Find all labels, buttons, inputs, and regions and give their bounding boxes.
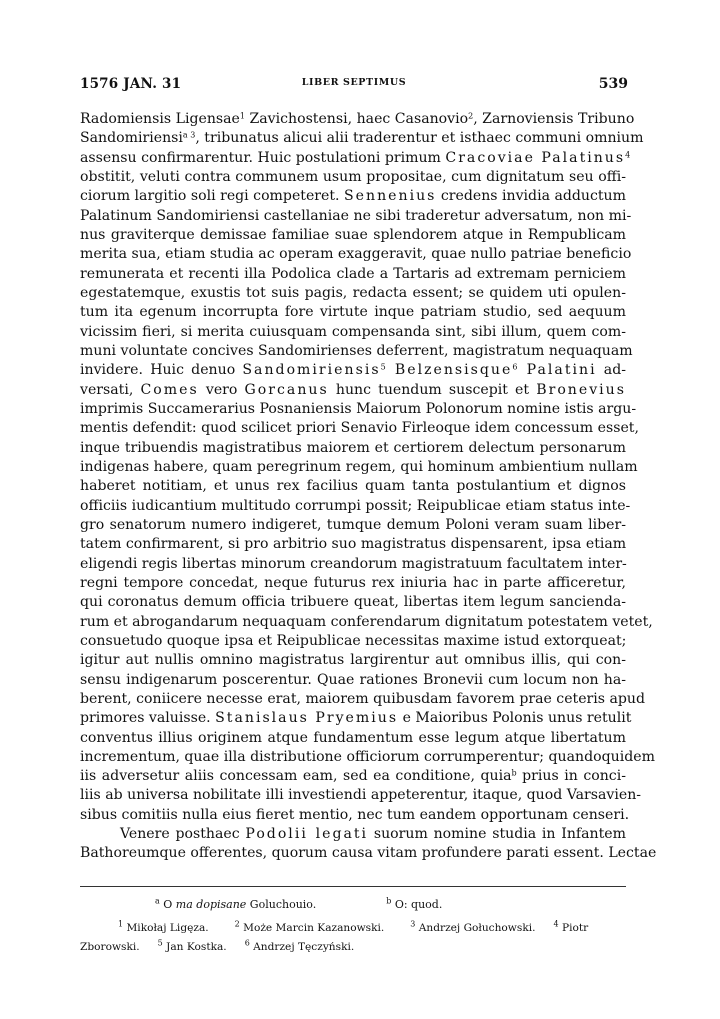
spaced-name: Bronevius <box>536 381 626 398</box>
footnote-ref: b <box>511 768 517 778</box>
page-number: 539 <box>598 76 628 92</box>
text-run: ciorum largitio soli regi competeret. <box>80 188 344 205</box>
text-line: officiis iudicantium multitudo corrumpi possit; Reipublicae etiam status inte- <box>80 497 631 514</box>
text-line: igitur aut nullis omnino magistratus largirentur aut omnibus illis, qui con- <box>80 652 626 669</box>
text-line: merita sua, etiam studia ac operam exaggeravit, quae nullo patriae beneficio <box>80 246 632 263</box>
text-line: sibus comitiis nulla eius fieret mentio, nec tum eandem opportunam censeri. <box>80 806 630 823</box>
footnote-text: Piotr <box>558 922 589 934</box>
text-line <box>80 825 626 844</box>
text-run: vero <box>198 381 245 398</box>
footnote-ref: 1 <box>239 111 245 121</box>
text-line: tum ita egenum incorrupta fore virtute inque patriam studio, sed aequum <box>80 304 626 321</box>
text-line <box>80 187 626 206</box>
footnote-text: O <box>159 898 176 911</box>
text-run: prius in conci- <box>516 768 626 785</box>
text-line: rum et abrogandarum nequaquam conferendarum dignitatum potestatem vetet, <box>80 613 653 630</box>
footnote-ref: a 3 <box>182 130 196 140</box>
text-run: , tribunatus alicui alii traderentur et isthaec communi omnium <box>195 130 644 147</box>
text-line: liis ab universa nobilitate illi investiendi appeterentur, itaque, quod Varsavien- <box>80 787 642 804</box>
text-line <box>80 767 626 786</box>
text-line: gro senatorum numero indigeret, tumque demum Poloni veram suam liber- <box>80 516 626 533</box>
commentary-footnotes <box>80 919 628 957</box>
spaced-name: Sennenius <box>344 188 437 205</box>
text-run: Radomiensis Ligensae <box>80 111 240 127</box>
text-line: muni voluntate concives Sandomirienses deferrent, magistratum nequaquam <box>80 342 633 359</box>
footnote-ref: 5 <box>380 362 386 372</box>
text-run: assensu confirmarentur. Huic postulationi primum <box>80 149 446 166</box>
footnote-mark: 3 <box>410 919 416 929</box>
text-line: Bathoreumque offerentes, quorum causa vitam profundere parati essent. Lectae <box>80 845 657 862</box>
spaced-name: Cracoviae Palatinus <box>445 149 626 166</box>
text-run: versati, <box>80 381 141 398</box>
footnote-text: Zborowski. <box>80 941 140 953</box>
header-date: 1576 JAN. 31 <box>80 76 182 92</box>
spaced-name: Sandomiriensis <box>242 362 381 379</box>
footnote-line <box>80 938 628 957</box>
text-line: haberet notitiam, et unus rex facilius quam tanta postulantium et dignos <box>80 478 626 495</box>
text-line: berent, coniicere necesse erat, maiorem quibusdam favorem prae ceteris apud <box>80 690 646 707</box>
footnote-mark: 1 <box>118 919 124 929</box>
text-run: primores valuisse. <box>80 710 216 727</box>
text-run: credens invidia adductum <box>436 188 626 205</box>
text-line: eligendi regis libertas minorum creandorum magistratuum facultatem inter- <box>80 555 627 572</box>
footnote-ref: 4 <box>625 150 631 160</box>
text-line: nus graviterque demissae familiae suae splendorem atque in Rempublicam <box>80 226 626 243</box>
spaced-name: Gorcanus <box>244 381 329 398</box>
text-run: , Zarnoviensis Tribuno <box>473 111 635 127</box>
text-run: Zavichostensi, haec Casanovio <box>244 111 469 127</box>
text-line: obstitit, veluti contra communem usum propositae, cum dignitatum seu offi- <box>80 168 626 185</box>
text-line: incrementum, quae illa distributione officiorum corrumperentur; quandoquidem <box>80 748 655 765</box>
footnote-text: Andrzej Tęczyński. <box>249 941 355 953</box>
main-text <box>80 110 657 864</box>
footnote-text: ma dopisane <box>175 898 247 911</box>
text-run: suorum nomine studia in Infantem <box>368 826 626 843</box>
running-header <box>80 76 628 100</box>
text-run: e Maioribus Polonis unus retulit <box>398 710 632 727</box>
footnote-mark: 2 <box>234 919 240 929</box>
text-line: imprimis Succamerarius Posnaniensis Maiorum Polonorum nomine istis argu- <box>80 400 637 417</box>
textual-footnotes <box>155 898 535 911</box>
footnote-text: Mikołaj Ligęza. <box>123 922 209 934</box>
text-line: mentis defendit: quod scilicet priori Senavio Firleoque idem concessum esset, <box>80 420 639 437</box>
footnote-ref: 2 <box>468 111 474 121</box>
text-line <box>80 149 631 168</box>
text-line: qui coronatus demum officia tribuere queat, libertas item legum sancienda- <box>80 594 626 611</box>
text-run: iis adversetur aliis concessam eam, sed ea conditione, quia <box>80 768 512 785</box>
text-line <box>80 381 626 400</box>
footnote-text: Goluchouio. <box>246 898 317 911</box>
text-run: invidere. Huic denuo <box>80 362 243 379</box>
footnote-mark: 5 <box>157 938 163 948</box>
spaced-name: Comes <box>140 381 199 398</box>
text-line: consuetudo quoque ipsa et Reipublicae necessitas maxime istud extorqueat; <box>80 632 627 649</box>
text-run: ad- <box>596 362 626 379</box>
text-line: tatem confirmarent, si pro arbitrio suo magistratus dispensarent, ipsa etiam <box>80 536 627 553</box>
footnote-text: Może Marcin Kazanowski. <box>239 922 385 934</box>
text-line: sensu indigenarum poscerentur. Quae rationes Bronevii cum locum non ha- <box>80 671 626 688</box>
text-line: Palatinum Sandomiriensi castellaniae ne sibi traderetur adversatum, non mi- <box>80 207 632 224</box>
spaced-name: Palatini <box>517 362 597 379</box>
text-line: regni tempore concedat, neque futurus rex iniuria hac in parte afficeretur, <box>80 574 626 591</box>
footnote-mark: b <box>386 896 392 906</box>
footnote-text: Jan Kostka. <box>162 941 227 953</box>
spaced-name: Stanislaus Pryemius <box>215 710 399 727</box>
text-line: egestatemque, exustis tot suis pagis, redacta essent; se quidem uti opulen- <box>80 284 626 301</box>
text-run: hunc tuendum suscepit et <box>328 381 537 398</box>
text-line: conventus illius originem atque fundamentum esse legum atque libertatum <box>80 729 626 746</box>
footnote-ref: 6 <box>512 362 518 372</box>
footnote-text: O: quod. <box>391 898 443 911</box>
footnote-divider <box>80 886 626 887</box>
text-run: Venere posthaec <box>120 826 246 843</box>
text-line <box>80 361 626 380</box>
text-line: inque tribuendis magistratibus maiorem et certiorem delectum personarum <box>80 439 626 456</box>
footnote-text: Andrzej Gołuchowski. <box>415 922 536 934</box>
footnote-mark: 4 <box>553 919 559 929</box>
text-run: Sandomiriensi <box>80 130 183 147</box>
footnote-mark: 6 <box>244 938 250 948</box>
text-line <box>80 709 632 728</box>
spaced-name: Belzensisque <box>385 362 513 379</box>
text-line: indigenas habere, quam peregrinum regem, qui hominum ambientium nullam <box>80 458 638 475</box>
text-line: vicissim fieri, si merita cuiusquam compensanda sint, sibi illum, quem com- <box>80 323 626 340</box>
header-title: LIBER SEPTIMUS <box>301 77 407 88</box>
text-line <box>80 129 644 148</box>
footnote-mark: a <box>155 896 160 906</box>
text-line <box>80 110 635 129</box>
spaced-name: Podolii legati <box>245 826 369 843</box>
text-line: remunerata et recenti illa Podolica clade a Tartaris ad extremam perniciem <box>80 265 626 282</box>
footnote-line <box>80 919 628 938</box>
